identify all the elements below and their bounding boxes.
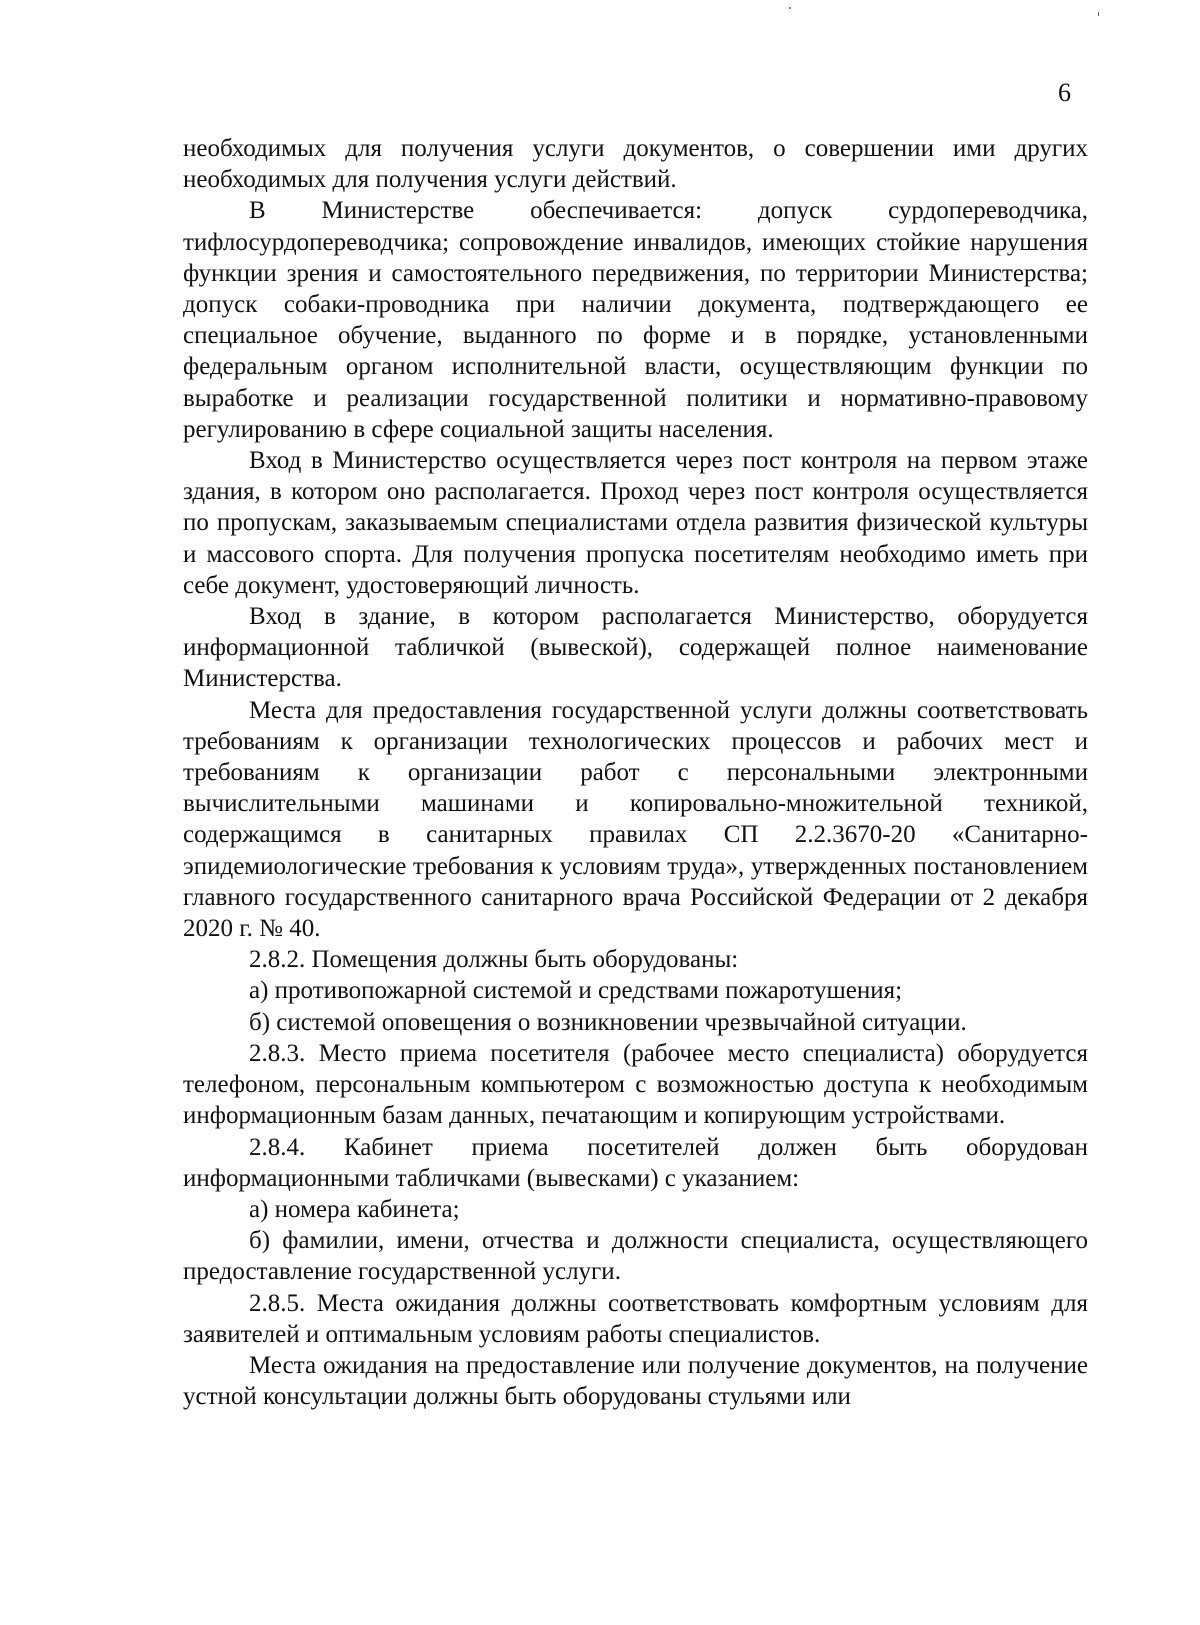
paragraph: 2.8.4. Кабинет приема посетителей должен быть оборудован информационными табличками (вывесками) с указанием: [183, 1133, 1088, 1192]
paragraph: б) системой оповещения о возникновении чрезвычайной ситуации. [249, 1008, 967, 1036]
paragraph: Места для предоставления государственной услуги должны соответствовать требованиям к организации технологических процессов и рабочих мест и требованиям к организации работ с персональными электронными вычислительными машинами и копировально-множительной техникой, содержащимся в санитарных правилах СП 2.2.3670-20 «Санитарно-эпидемиологические требования к условиям труда», утвержденных постановлением главного государственного санитарного врача Российской Федерации от 2 декабря 2020 г. № 40. [183, 696, 1088, 943]
paragraph: В Министерстве обеспечивается: допуск сурдопереводчика, тифлосурдопереводчика; сопровождение инвалидов, имеющих стойкие нарушения функции зрения и самостоятельного передвижения, по территории Министерства; допуск собаки-проводника при наличии документа, подтверждающего ее специальное обучение, выданного по форме и в порядке, установленными федеральным органом исполнительной власти, осуществляющим функции по выработке и реализации государственной политики и нормативно-правовому регулированию в сфере социальной защиты населения. [183, 197, 1088, 443]
paragraph: а) противопожарной системой и средствами пожаротушения; [249, 977, 903, 1005]
paragraph: 2.8.3. Место приема посетителя (рабочее место специалиста) оборудуется телефоном, персональным компьютером с возможностью доступа к необходимым информационным базам данных, печатающим и копирующим устройствами. [183, 1039, 1088, 1130]
paragraph: 2.8.2. Помещения должны быть оборудованы: [249, 946, 739, 974]
paragraph: 2.8.5. Места ожидания должны соответствовать комфортным условиям для заявителей и оптимальным условиям работы специалистов. [183, 1289, 1088, 1348]
paragraph: а) номера кабинета; [249, 1195, 460, 1223]
document-body [183, 133, 1088, 1412]
scan-speck [789, 7, 791, 9]
paragraph: б) фамилии, имени, отчества и должности специалиста, осуществляющего предоставление государственной услуги. [183, 1227, 1088, 1286]
paragraph: Вход в здание, в котором располагается Министерство, оборудуется информационной табличкой (вывеской), содержащей полное наименование Министерства. [183, 603, 1088, 693]
scan-speck [1098, 12, 1099, 16]
paragraph: необходимых для получения услуги документов, о совершении ими других необходимых для получения услуги действий. [183, 135, 1088, 194]
paragraph: Вход в Министерство осуществляется через пост контроля на первом этаже здания, в котором оно располагается. Проход через пост контроля осуществляется по пропускам, заказываемым специалистами отдела развития физической культуры и массового спорта. Для получения пропуска посетителям необходимо иметь при себе документ, удостоверяющий личность. [183, 447, 1088, 599]
page-number: 6 [1058, 78, 1071, 107]
paragraph: Места ожидания на предоставление или получение документов, на получение устной консультации должны быть оборудованы стульями или [183, 1351, 1088, 1411]
